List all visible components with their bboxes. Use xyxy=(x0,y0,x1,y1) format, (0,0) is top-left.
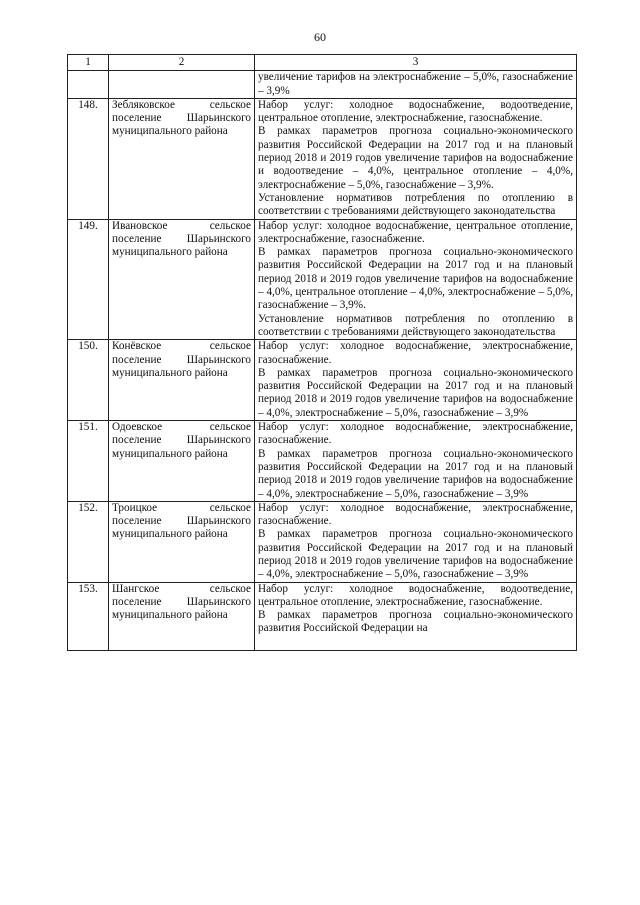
table-row xyxy=(68,582,577,650)
description-paragraph: Набор услуг: холодное водоснабжение, электроснабжение, газоснабжение. xyxy=(258,340,573,366)
description-paragraph: В рамках параметров прогноза социально-экономического развития Российской Федерации на 2017 год и на плановый период 2018 и 2019 годов увеличение тарифов на водоснабжение – 4,0%, электроснабжение – 5,0%, газоснабжение – 3,9% xyxy=(258,366,573,419)
description-paragraph: Набор услуг: холодное водоснабжение, электроснабжение, газоснабжение. xyxy=(258,501,573,528)
description-paragraph: В рамках параметров прогноза социально-экономического развития Российской Федерации на 2017 год и на плановый период 2018 и 2019 годов увеличение тарифов на водоснабжение – 4,0%, электроснабжение – 5,0%, газоснабжение – 3,9% xyxy=(258,447,573,500)
description-paragraph: В рамках параметров прогноза социально-экономического развития Российской Федерации на xyxy=(258,609,573,635)
services-description xyxy=(255,219,577,340)
settlement-name: Шангское сельское поселение Шарьинского муниципального района xyxy=(109,582,255,650)
description-paragraph: увеличение тарифов на электроснабжение – 5,0%, газоснабжение – 3,9% xyxy=(258,71,573,97)
tariff-table xyxy=(67,54,577,651)
settlement-name: Зебляковское сельское поселение Шарьинского муниципального района xyxy=(109,98,255,219)
column-header-2: 2 xyxy=(109,55,255,71)
column-header-1: 1 xyxy=(68,55,109,71)
table-header-row xyxy=(68,55,577,71)
description-paragraph: В рамках параметров прогноза социально-экономического развития Российской Федерации на 2017 год и на плановый период 2018 и 2019 годов увеличение тарифов на водоснабжение и водоотведение – 4,0%, центральное отопление – 4,0%, электроснабжение – 5,0%, газоснабжение – 3,9%. xyxy=(258,125,573,191)
services-description xyxy=(255,501,577,582)
table-row xyxy=(68,71,577,99)
settlement-name: Троицкое сельское поселение Шарьинского муниципального района xyxy=(109,501,255,582)
settlement-name: Одоевское сельское поселение Шарьинского муниципального района xyxy=(109,421,255,502)
services-description xyxy=(255,98,577,219)
settlement-name: Конёвское сельское поселение Шарьинского муниципального района xyxy=(109,340,255,421)
column-header-3: 3 xyxy=(255,55,577,71)
settlement-name: Ивановское сельское поселение Шарьинского муниципального района xyxy=(109,219,255,340)
description-paragraph: Установление нормативов потребления по отоплению в соответствии с требованиями действующего законодательства xyxy=(258,312,573,338)
description-paragraph: Набор услуг: холодное водоснабжение, водоотведение, центральное отопление, электроснабжение, газоснабжение. xyxy=(258,582,573,608)
row-number: 148. xyxy=(68,98,109,219)
description-paragraph: Установление нормативов потребления по отоплению в соответствии с требованиями действующего законодательства xyxy=(258,191,573,218)
description-paragraph: Набор услуг: холодное водоснабжение, электроснабжение, газоснабжение. xyxy=(258,421,573,447)
description-paragraph: В рамках параметров прогноза социально-экономического развития Российской Федерации на 2017 год и на плановый период 2018 и 2019 годов увеличение тарифов на водоснабжение – 4,0%, электроснабжение – 5,0%, газоснабжение – 3,9% xyxy=(258,528,573,581)
description-paragraph: Набор услуг: холодное водоснабжение, центральное отопление, электроснабжение, газоснабжение. xyxy=(258,219,573,245)
table-row xyxy=(68,98,577,219)
services-description xyxy=(255,582,577,650)
row-number: 151. xyxy=(68,421,109,502)
table-row xyxy=(68,340,577,421)
page-number: 60 xyxy=(314,30,326,44)
row-number: 150. xyxy=(68,340,109,421)
services-description xyxy=(255,71,577,99)
description-clip xyxy=(258,583,573,650)
row-number xyxy=(68,71,109,99)
services-description xyxy=(255,340,577,421)
row-number: 149. xyxy=(68,219,109,340)
row-number: 152. xyxy=(68,501,109,582)
table-row xyxy=(68,219,577,340)
services-description xyxy=(255,421,577,502)
row-number: 153. xyxy=(68,582,109,650)
table-row xyxy=(68,421,577,502)
table-row xyxy=(68,501,577,582)
description-paragraph: Набор услуг: холодное водоснабжение, водоотведение, центральное отопление, электроснабжение, газоснабжение. xyxy=(258,98,573,125)
settlement-name xyxy=(109,71,255,99)
description-paragraph: В рамках параметров прогноза социально-экономического развития Российской Федерации на 2017 год и на плановый период 2018 и 2019 годов увеличение тарифов на водоснабжение – 4,0%, центральное отопление – 4,0%, электроснабжение – 5,0%, газоснабжение – 3,9%. xyxy=(258,246,573,312)
